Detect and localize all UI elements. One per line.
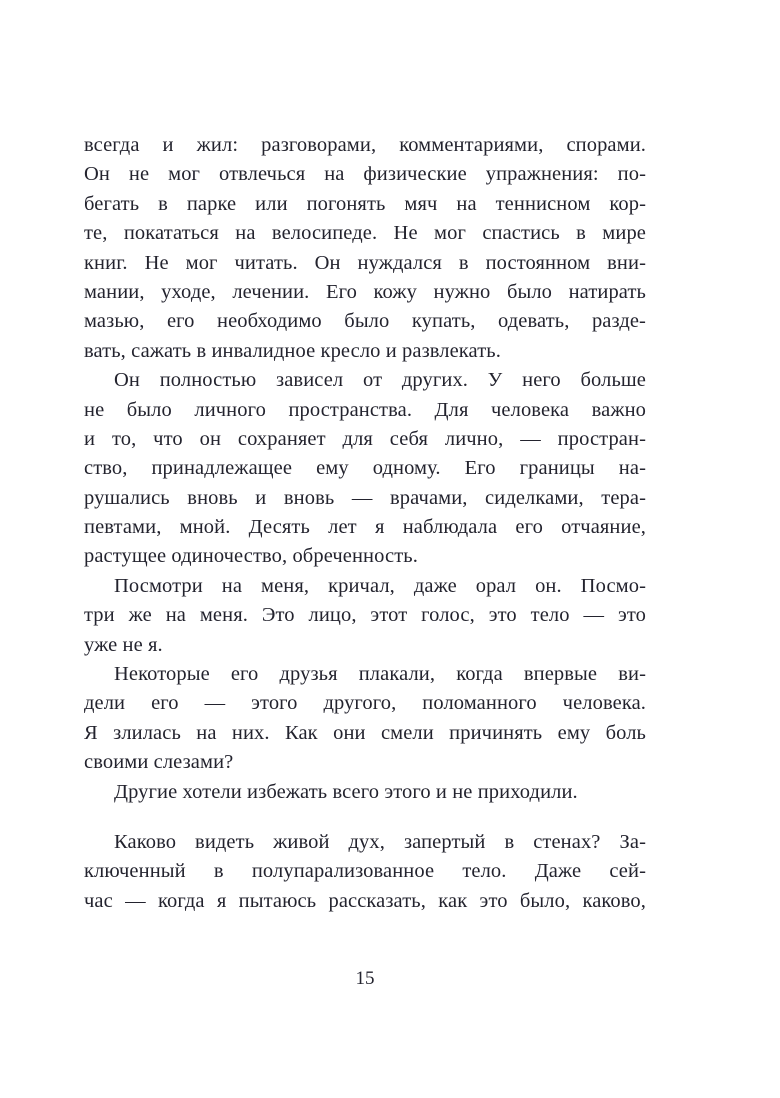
text-line: ство, принадлежащее ему одному. Его границы на-	[84, 457, 646, 480]
text-line: час — когда я пытаюсь рассказать, как это было, каково,	[84, 889, 646, 912]
text-line: дели его — этого другого, поломанного человека.	[84, 692, 646, 715]
text-line: всегда и жил: разговорами, комментариями, спорами.	[84, 134, 646, 156]
page-text-block	[84, 131, 646, 916]
text-line: Посмотри на меня, кричал, даже орал он. Посмо-	[114, 574, 646, 597]
text-line: мании, уходе, лечении. Его кожу нужно было натирать	[84, 280, 646, 303]
text-line: вать, сажать в инвалидное кресло и развлекать.	[84, 339, 501, 362]
paragraph	[84, 366, 646, 572]
paragraph	[84, 572, 646, 660]
text-line: Он полностью зависел от других. У него больше	[114, 369, 646, 392]
text-line: не было личного пространства. Для человека важно	[84, 398, 646, 421]
paragraph	[84, 778, 646, 807]
text-line: мазью, его необходимо было купать, одевать, разде-	[84, 310, 646, 333]
page-number: 15	[355, 968, 375, 989]
text-line: уже не я.	[84, 633, 163, 656]
text-line: Я злилась на них. Как они смели причинять ему боль	[84, 721, 646, 744]
text-line: бегать в парке или погонять мяч на теннисном кор-	[84, 192, 646, 215]
paragraph	[84, 131, 646, 366]
text-line: Некоторые его друзья плакали, когда впервые ви-	[114, 663, 646, 686]
text-line: и то, что он сохраняет для себя лично, — простран-	[84, 427, 646, 450]
paragraph	[84, 660, 646, 778]
text-line: своими слезами?	[84, 751, 234, 774]
text-line: Каково видеть живой дух, запертый в стенах? За-	[114, 830, 646, 853]
paragraph	[84, 828, 646, 916]
text-line: те, покататься на велосипеде. Не мог спастись в мире	[84, 222, 646, 245]
text-line: ключенный в полупарализованное тело. Даже сей-	[84, 860, 646, 883]
text-line: книг. Не мог читать. Он нуждался в постоянном вни-	[84, 251, 646, 274]
text-line: Другие хотели избежать всего этого и не приходили.	[114, 780, 578, 803]
text-line: рушались вновь и вновь — врачами, сиделками, тера-	[84, 486, 646, 509]
text-line: растущее одиночество, обреченность.	[84, 545, 418, 568]
text-line: три же на меня. Это лицо, этот голос, это тело — это	[84, 604, 646, 627]
text-line: Он не мог отвлечься на физические упражнения: по-	[84, 163, 646, 186]
text-line: певтами, мной. Десять лет я наблюдала его отчаяние,	[84, 516, 646, 539]
